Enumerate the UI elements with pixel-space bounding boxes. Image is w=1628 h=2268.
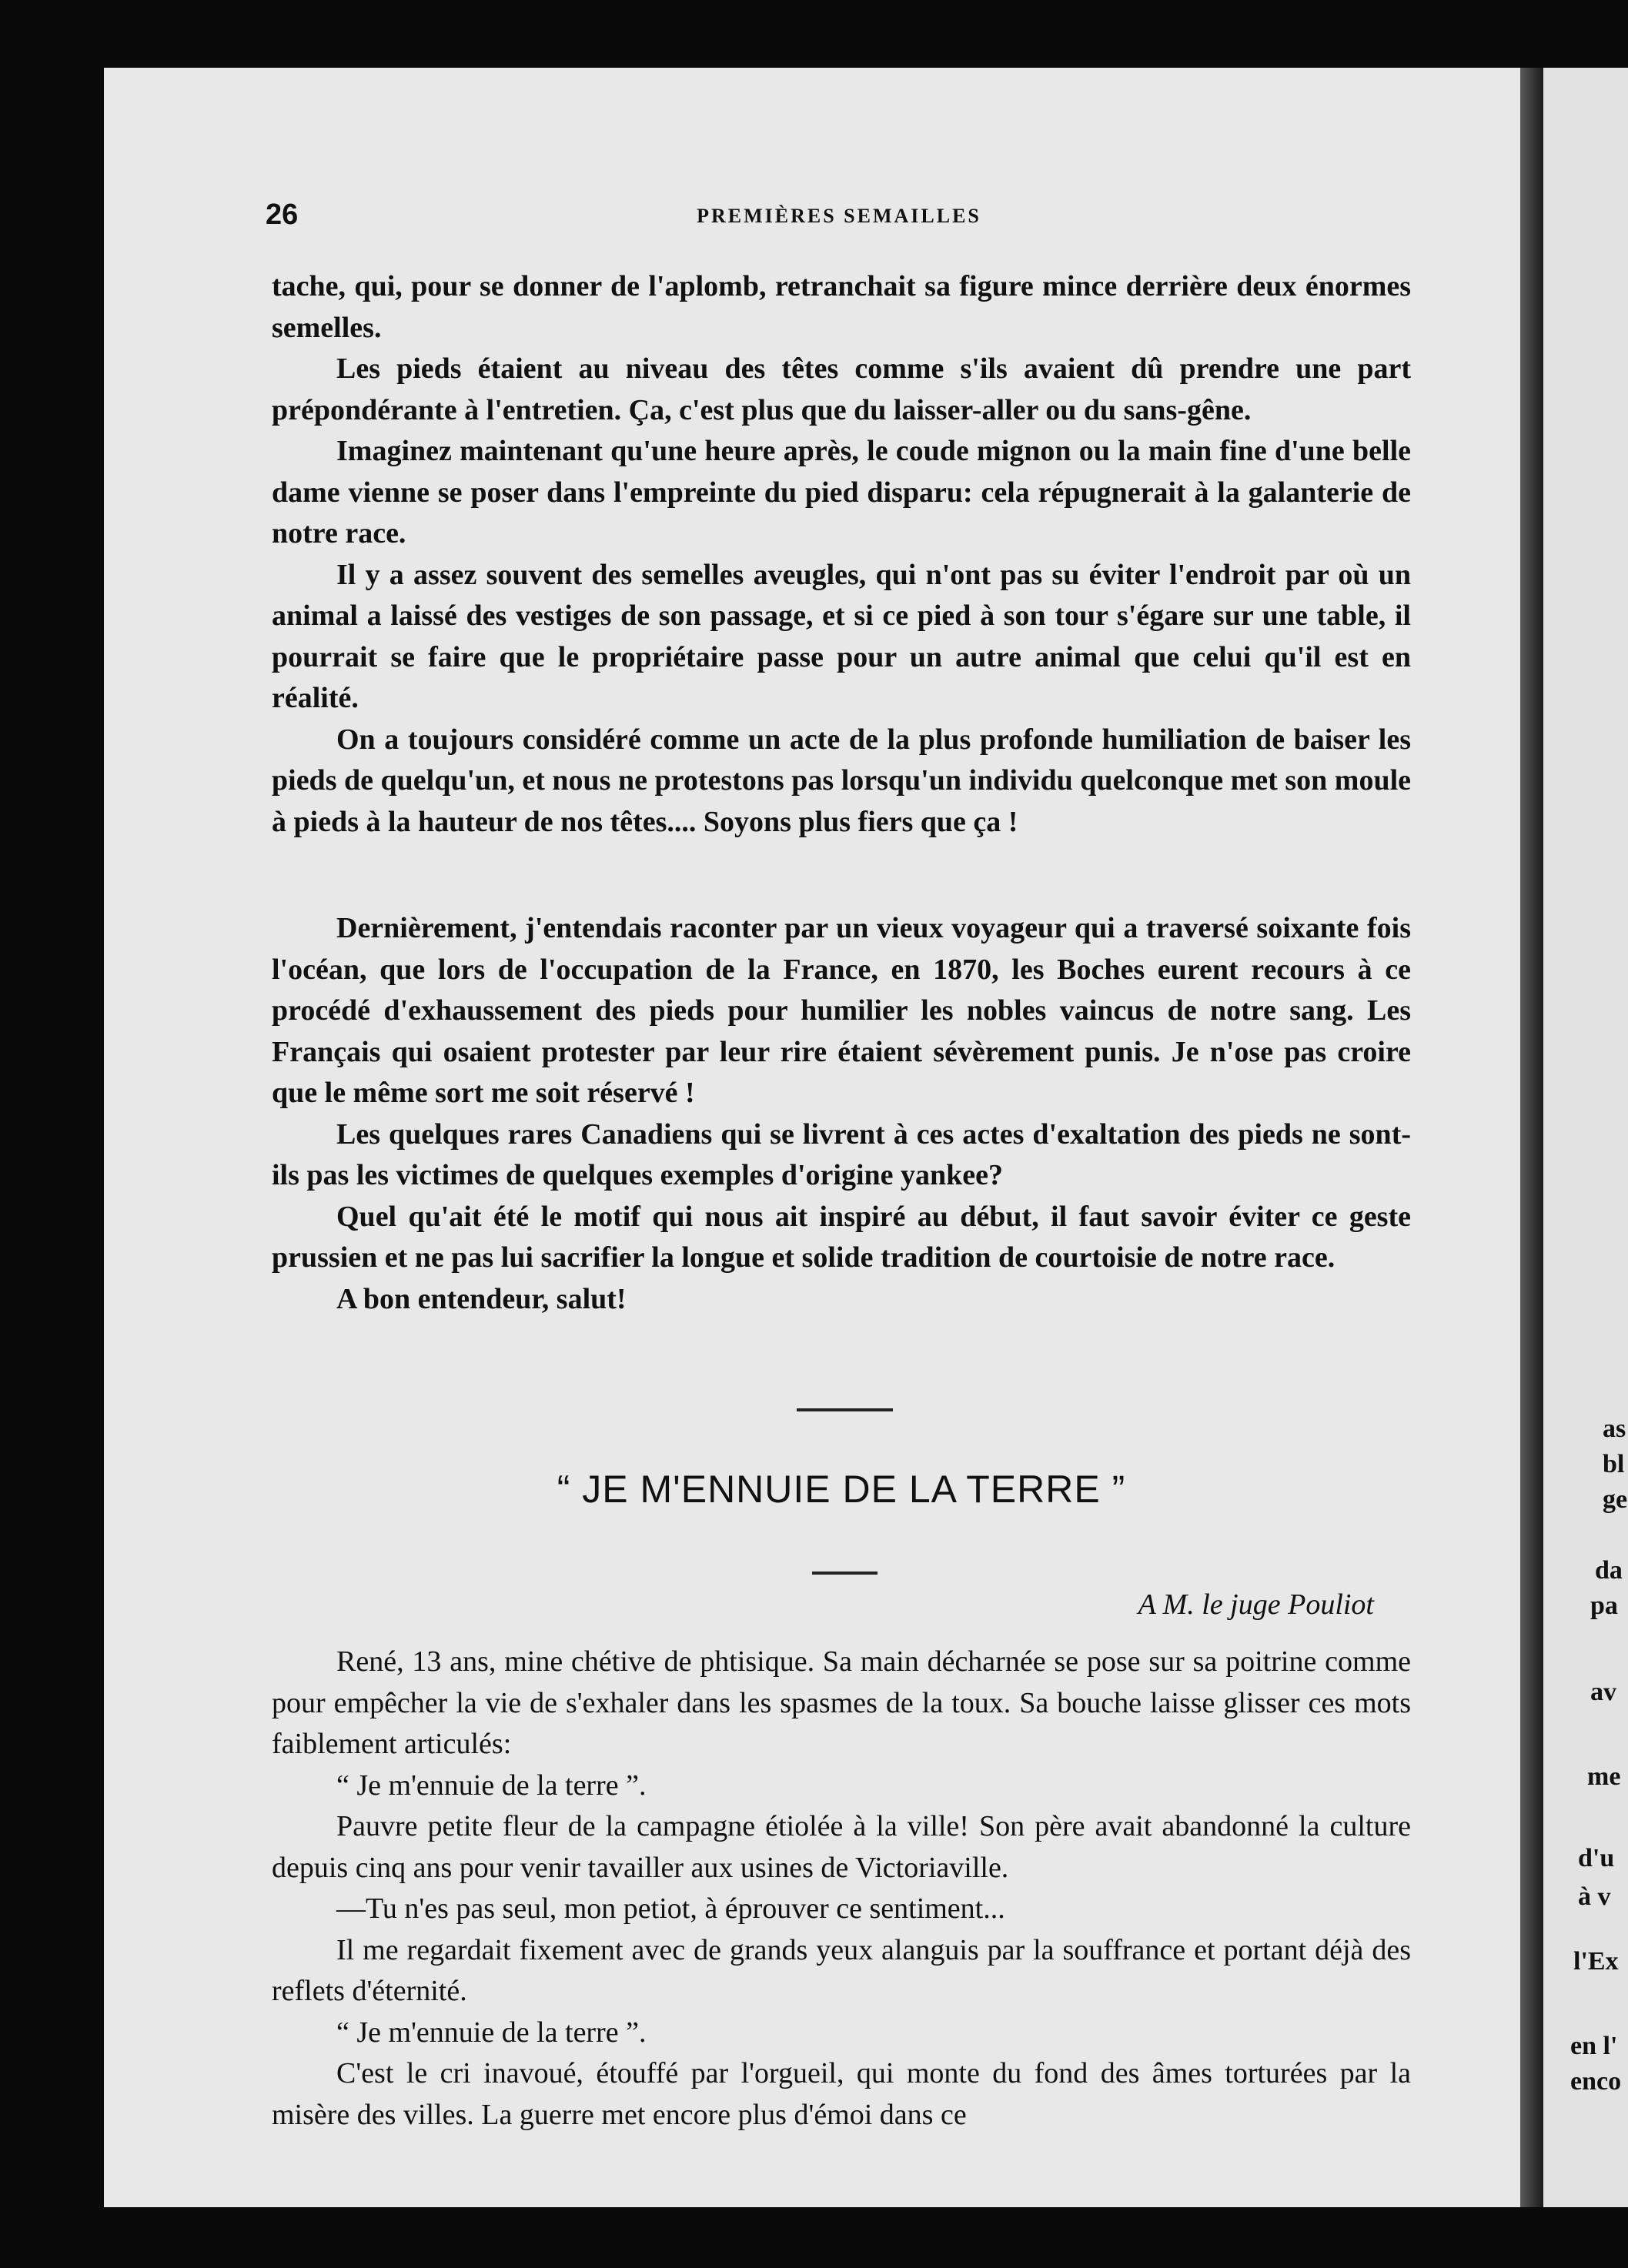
text-block-2 [272,908,1411,1320]
edge-fragment: bl [1603,1450,1625,1478]
title-divider [812,1572,878,1575]
page-header [266,199,1412,245]
paragraph: tache, qui, pour se donner de l'aplomb, retranchait sa figure mince derrière deux énormes semelles. [272,270,1411,344]
paragraph: A bon entendeur, salut! [336,1282,627,1315]
text-block-1 [272,266,1411,843]
edge-fragment: enco [1570,2067,1622,2096]
edge-fragment: en l' [1570,2032,1618,2060]
paragraph: Quel qu'ait été le motif qui nous ait inspiré au début, il faut savoir éviter ce geste prussien et ne pas lui sacrifier la longue et solide tradition de courtoisie de notre race. [272,1200,1411,1274]
paragraph: René, 13 ans, mine chétive de phtisique. Sa main décharnée se pose sur sa poitrine comme pour empêcher la vie de s'exhaler dans les spasmes de la toux. Sa bouche laisse glisser ces mots faiblement articulés: [272,1645,1411,1760]
text-block-3 [272,1642,1411,2136]
dedication: A M. le juge Pouliot [1138,1588,1374,1621]
edge-fragment: me [1587,1762,1621,1791]
edge-fragment: av [1590,1678,1616,1706]
book-gutter [1520,68,1543,2207]
paragraph: “ Je m'ennuie de la terre ”. [336,2016,647,2049]
running-title: PREMIÈRES SEMAILLES [697,205,981,227]
edge-fragment: da [1595,1556,1623,1585]
paragraph: —Tu n'es pas seul, mon petiot, à éprouver ce sentiment... [336,1892,1005,1925]
edge-fragment: l'Ex [1573,1947,1619,1976]
paragraph: Les pieds étaient au niveau des têtes comme s'ils avaient dû prendre une part prépondérante à l'entretien. Ça, c'est plus que du laisser-aller ou du sans-gêne. [272,352,1411,426]
edge-fragment: d'u [1578,1844,1615,1872]
paragraph: Imaginez maintenant qu'une heure après, le coude mignon ou la main fine d'une belle dame vienne se poser dans l'empreinte du pied disparu: cela répugnerait à la galanterie de notre race. [272,435,1411,549]
edge-fragment: pa [1590,1592,1618,1620]
paragraph: Il y a assez souvent des semelles aveugles, qui n'ont pas su éviter l'endroit par où un animal a laissé des vestiges de son passage, et si ce pied à son tour s'égare sur une table, il pourrait se faire que le propriétaire passe pour un autre animal que celui qu'il est en réalité. [272,558,1411,714]
paragraph: “ Je m'ennuie de la terre ”. [336,1769,647,1802]
page-number: 26 [266,199,299,231]
paragraph: Dernièrement, j'entendais raconter par un vieux voyageur qui a traversé soixante fois l'océan, que lors de l'occupation de la France, en 1870, les Boches eurent recours à ce procédé d'exhaussement des pieds pour humilier les nobles vaincus de notre sang. Les Français qui osaient protester par leur rire étaient sévèrement punis. Je n'ose pas croire que le même sort me soit réservé ! [272,912,1411,1109]
section-title: “ JE M'ENNUIE DE LA TERRE ” [557,1468,1126,1511]
paragraph: Pauvre petite fleur de la campagne étiolée à la ville! Son père avait abandonné la culture depuis cinq ans pour venir tavailler aux usines de Victoriaville. [272,1810,1411,1884]
edge-fragment: ge [1603,1485,1628,1514]
paragraph: Il me regardait fixement avec de grands yeux alanguis par la souffrance et portant déjà des reflets d'éternité. [272,1933,1411,2007]
paragraph: Les quelques rares Canadiens qui se livrent à ces actes d'exaltation des pieds ne sont-ils pas les victimes de quelques exemples d'origine yankee? [272,1117,1411,1191]
paragraph: On a toujours considéré comme un acte de la plus profonde humiliation de baiser les pieds de quelqu'un, et nous ne protestons pas lorsqu'un individu quelconque met son moule à pieds à la hauteur de nos têtes.... Soyons plus fiers que ça ! [272,723,1411,838]
paragraph: C'est le cri inavoué, étouffé par l'orgueil, qui monte du fond des âmes torturées par la misère des villes. La guerre met encore plus d'émoi dans ce [272,2057,1411,2131]
edge-fragment: à v [1578,1882,1611,1911]
edge-fragment: as [1603,1415,1626,1443]
section-divider [797,1408,893,1411]
